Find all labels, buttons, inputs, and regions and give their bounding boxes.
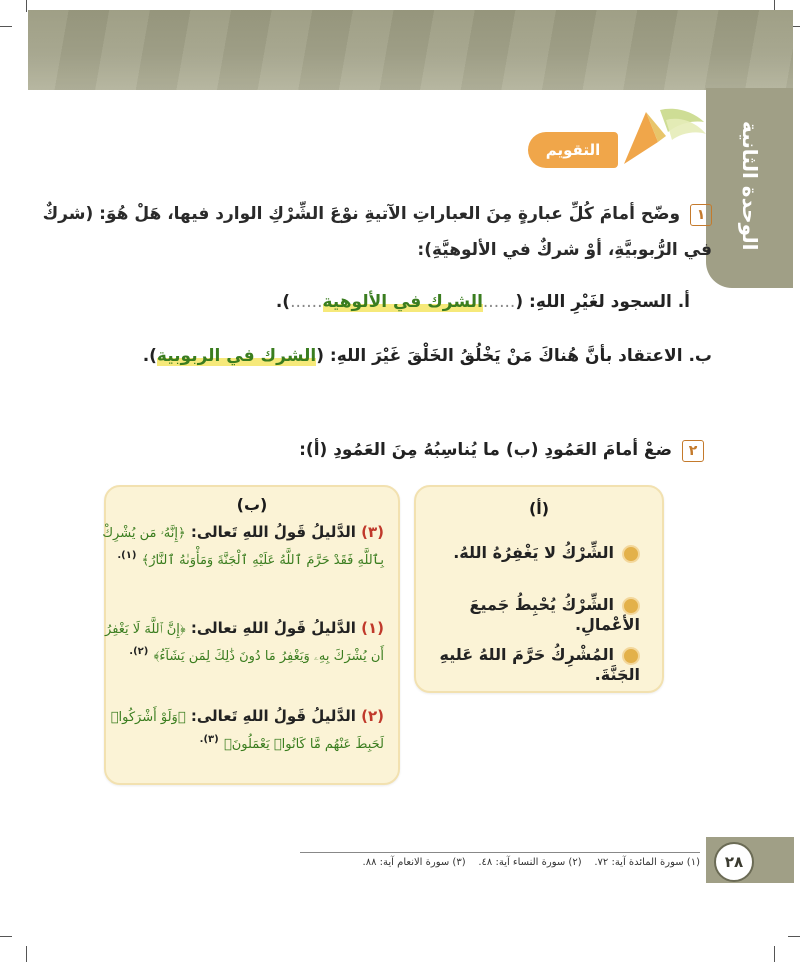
quran-verse: ﴿إِنَّ ٱللَّهَ لَا يَغْفِرُ أَن يُشْرَكَ بِهِۦ وَيَغْفِرُ مَا دُونَ ذَٰلِكَ لِمَن يَشَآءُ﴾ xyxy=(105,622,384,664)
answer-text: الشرك في الألوهية xyxy=(322,292,483,312)
column-a-title: (أ) xyxy=(528,499,550,518)
footnote: (٣) سورة الانعام آية: ٨٨. xyxy=(362,857,466,868)
q1-item-b xyxy=(143,346,712,366)
header-band xyxy=(28,10,793,90)
crop-mark xyxy=(774,946,775,962)
item-text: السجود لغَيْرِ اللهِ: xyxy=(529,292,672,312)
q1-item-a xyxy=(276,292,690,312)
column-b-box xyxy=(104,485,400,785)
column-b-item xyxy=(102,521,384,572)
bullet-icon xyxy=(622,597,640,615)
answer-text: الشرك في الربوبية xyxy=(156,346,317,366)
evidence-lead: الدَّليلُ قَولُ اللهِ تَعالى: xyxy=(190,523,356,541)
footnotes xyxy=(300,852,700,868)
column-b-item xyxy=(102,617,384,668)
column-a-text: الشِّرْكُ لا يَغْفِرُهُ اللهُ. xyxy=(453,543,614,562)
crop-mark xyxy=(26,946,27,962)
unit-label: الوحدة الثانية xyxy=(738,121,762,251)
question-2 xyxy=(299,440,704,462)
crop-mark xyxy=(788,936,800,937)
column-b-title: (ب) xyxy=(236,495,268,514)
dots: ...... xyxy=(482,292,516,312)
quran-verse: ﴿وَلَوْ أَشْرَكُوا۟ لَحَبِطَ عَنْهُم مَّا كَانُوا۟ يَعْمَلُونَ﴾ xyxy=(110,710,384,752)
pen-nib-icon xyxy=(616,102,708,168)
item-letter: ب. xyxy=(688,346,712,366)
column-b-item xyxy=(102,705,384,756)
evidence-lead: الدَّليلُ قَولُ اللهِ تَعالى: xyxy=(190,707,356,725)
column-a-item xyxy=(453,543,640,563)
match-number: (١) xyxy=(361,619,384,637)
dots: ...... xyxy=(290,292,323,312)
question-number: ١ xyxy=(690,204,712,226)
paren-open: ( xyxy=(515,292,524,312)
paren-close: ). xyxy=(275,292,291,312)
footnote-ref: (٣). xyxy=(199,734,219,745)
column-a-text: الشِّرْكُ يُحْبِطُ جَميعَ الأعْمالِ. xyxy=(469,595,640,634)
question-text: ضعْ أمامَ العَمُودِ (ب) ما يُناسِبُهُ مِنَ العَمُودِ (أ): xyxy=(299,440,673,460)
footnote: (٢) سورة النساء آية: ٤٨. xyxy=(478,857,582,868)
question-number: ٢ xyxy=(682,440,704,462)
crop-mark xyxy=(0,26,12,27)
column-a-item xyxy=(416,595,640,634)
column-a-box xyxy=(414,485,664,693)
item-text: الاعتقاد بأنَّ هُناكَ مَنْ يَخْلُقُ الخَلْقَ غَيْرَ اللهِ: xyxy=(329,346,683,366)
paren-open: ( xyxy=(316,346,324,366)
column-a-text: المُشْرِكُ حَرَّمَ اللهُ عَليهِ الجَنَّةَ. xyxy=(439,645,640,684)
footnote: (١) سورة المائدة آية: ٧٢. xyxy=(594,857,700,868)
page-number: ٢٨ xyxy=(714,842,754,882)
match-number: (٣) xyxy=(361,523,384,541)
column-a-item xyxy=(416,645,640,684)
bullet-icon xyxy=(622,545,640,563)
paren-close: ). xyxy=(142,346,157,366)
crop-mark xyxy=(26,0,27,12)
question-1 xyxy=(32,196,712,268)
item-letter: أ. xyxy=(677,292,690,312)
bullet-icon xyxy=(622,647,640,665)
footnote-ref: (١). xyxy=(117,550,137,561)
crop-mark xyxy=(0,936,12,937)
section-banner: التقويم xyxy=(528,132,618,168)
evidence-lead: الدَّليلُ قَولُ اللهِ تعالى: xyxy=(190,619,356,637)
quran-verse: ﴿إِنَّهُۥ مَن يُشْرِكْ بِٱللَّهِ فَقَدْ حَرَّمَ ٱللَّهُ عَلَيْهِ ٱلْجَنَّةَ وَمَأْوَىٰهُ ٱلنَّارُ﴾ xyxy=(102,526,384,568)
question-text: وضّح أمامَ كُلِّ عبارةٍ مِنَ العباراتِ الآتيةِ نوْعَ الشِّرْكِ الوارد فيها، هَلْ هُوَ: (شركٌ في الرُّبوبيَّةِ، أوْ شركٌ في الألوهيَّةِ): xyxy=(42,204,712,260)
match-number: (٢) xyxy=(361,707,384,725)
footnote-ref: (٢). xyxy=(129,646,149,657)
